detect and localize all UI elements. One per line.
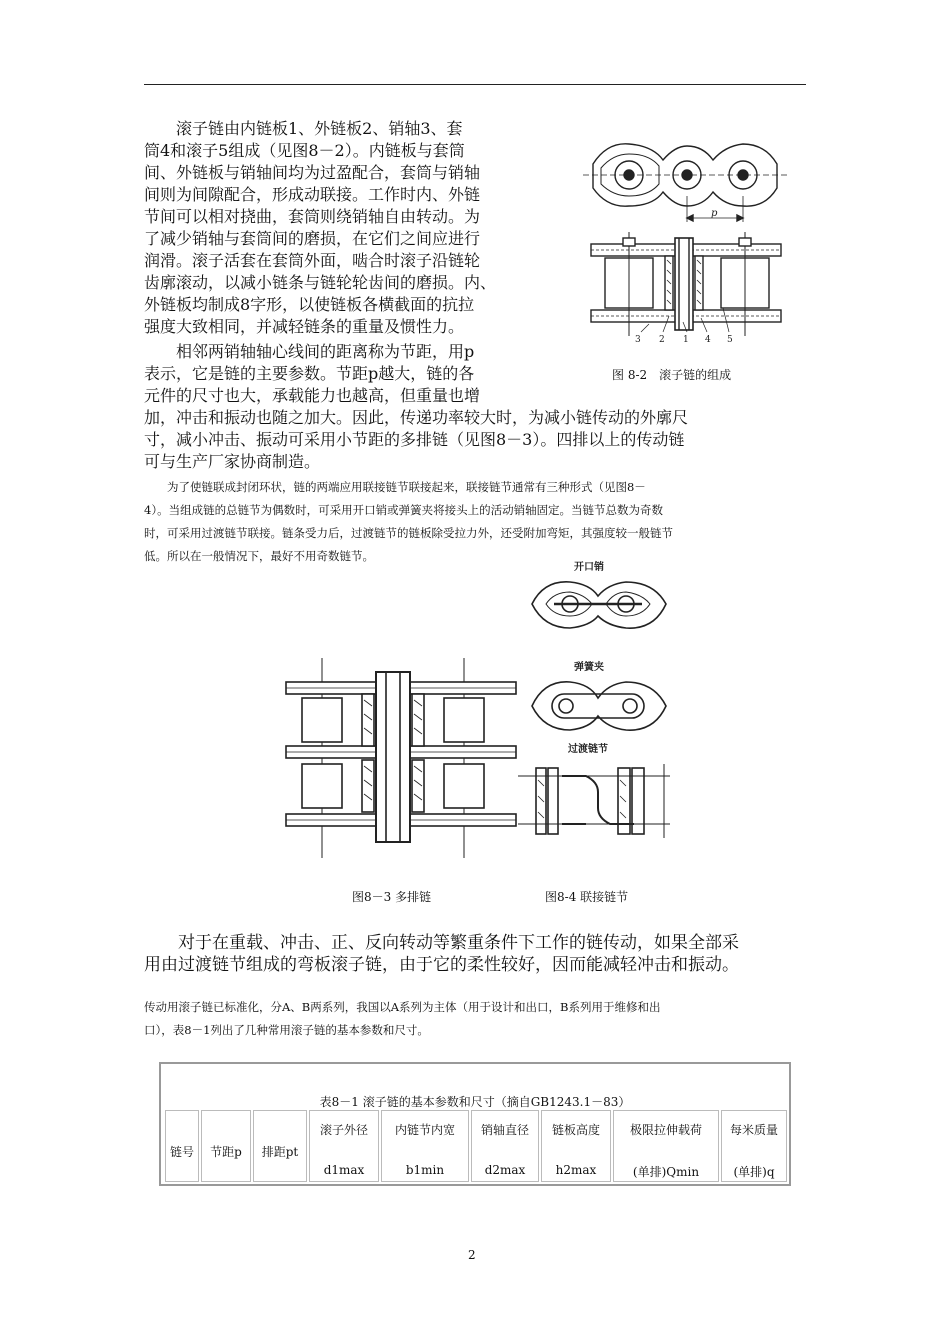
text-line: 了减少销轴与套筒间的磨损，在它们之间应进行 [144, 229, 481, 248]
text-line: 间、外链板与销轴间均为过盈配合，套筒与销轴 [144, 163, 481, 182]
figure-multi-row-chain [282, 658, 520, 858]
table-header-cell: 极限拉伸载荷 (单排)Qmin [613, 1110, 719, 1182]
table-header-cell: 内链节内宽 b1min [381, 1110, 469, 1182]
text-line: 为了使链联成封闭环状，链的两端应用联接链节联接起来，联接链节通常有三种形式（见图8－ [144, 480, 646, 494]
text-line: 相邻两销轴轴心线间的距离称为节距，用p [144, 342, 475, 361]
text-line: 用由过渡链节组成的弯板滚子链，由于它的柔性较好，因而能减轻冲击和振动。 [144, 955, 739, 975]
table-header-cell: 链号 [165, 1110, 199, 1182]
table-header-cell: 链板高度 h2max [541, 1110, 611, 1182]
text-line: 齿廓滚动，以减小链条与链轮轮齿间的磨损。内、 [144, 273, 497, 292]
text-line: 强度大致相同，并减轻链条的重量及惯性力。 [144, 317, 465, 336]
figure-caption: 图8－3 多排链 [352, 890, 432, 904]
table-header-cell: 销轴直径 d2max [471, 1110, 539, 1182]
part-number-1: 1 [683, 335, 689, 345]
text-line: 4）。当组成链的总链节为偶数时，可采用开口销或弹簧夹将接头上的活动销轴固定。当链节总数为奇数 [144, 503, 664, 517]
table-header-cell: 排距pt [253, 1110, 307, 1182]
table-header-cell: 每米质量 (单排)q [721, 1110, 787, 1182]
text-line: 润滑。滚子活套在套筒外面，啮合时滚子沿链轮 [144, 251, 481, 270]
page-number: 2 [468, 1248, 476, 1262]
text-line: 对于在重载、冲击、正、反向转动等繁重条件下工作的链传动，如果全部采 [144, 933, 739, 953]
header-rule [144, 84, 806, 85]
part-number-4: 4 [705, 335, 711, 345]
text-line: 口），表8－1列出了几种常用滚子链的基本参数和尺寸。 [144, 1023, 429, 1037]
text-line: 间则为间隙配合，形成动联接。工作时内、外链 [144, 185, 481, 204]
figure-roller-chain-composition [583, 126, 789, 364]
figure-caption: 图8-4 联接链节 [545, 890, 629, 904]
label-split-pin: 开口销 [574, 562, 604, 573]
table-title: 表8－1 滚子链的基本参数和尺寸（摘自GB1243.1－83） [319, 1095, 631, 1109]
text-line: 加，冲击和振动也随之加大。因此，传递功率较大时，为减小链传动的外廓尺 [144, 408, 689, 427]
part-number-5: 5 [727, 335, 733, 345]
figure-joint-links [514, 556, 684, 866]
text-line: 元件的尺寸也大，承载能力也越高，但重量也增 [144, 386, 481, 405]
text-line: 可与生产厂家协商制造。 [144, 452, 321, 471]
pitch-label: p [711, 208, 718, 219]
text-line: 低。所以在一般情况下，最好不用奇数链节。 [144, 549, 374, 563]
label-offset-link: 过渡链节 [568, 744, 608, 755]
table-header-cell: 滚子外径 d1max [309, 1110, 379, 1182]
text-line: 外链板均制成8字形，以使链板各横截面的抗拉 [144, 295, 475, 314]
text-line: 滚子链由内链板1、外链板2、销轴3、套 [144, 119, 463, 138]
text-line: 表示，它是链的主要参数。节距p越大，链的各 [144, 364, 475, 383]
part-number-3: 3 [635, 335, 641, 345]
text-line: 节间可以相对挠曲，套筒则绕销轴自由转动。为 [144, 207, 481, 226]
text-line: 筒4和滚子5组成（见图8－2）。内链板与套筒 [144, 141, 465, 160]
text-line: 传动用滚子链已标准化，分A、B两系列，我国以A系列为主体（用于设计和出口，B系列用于维修和出 [144, 1000, 661, 1014]
label-spring-clip: 弹簧夹 [574, 662, 604, 673]
part-number-2: 2 [659, 335, 665, 345]
table-header-cell: 节距p [201, 1110, 251, 1182]
text-line: 寸，减小冲击、振动可采用小节距的多排链（见图8－3）。四排以上的传动链 [144, 430, 685, 449]
text-line: 时，可采用过渡链节联接。链条受力后，过渡链节的链板除受拉力外，还受附加弯矩，其强度较一般链节 [144, 526, 673, 540]
figure-caption: 图 8-2 滚子链的组成 [612, 368, 732, 382]
